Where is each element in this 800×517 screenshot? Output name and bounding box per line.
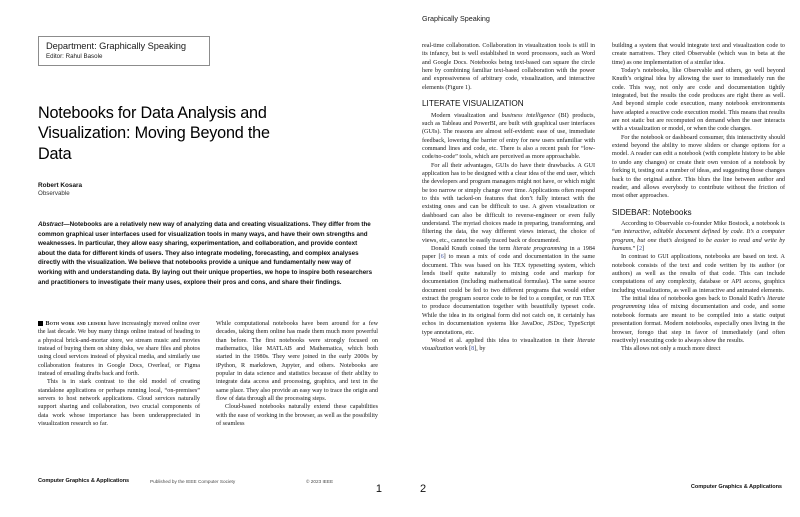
section-heading-literate-visualization: LITERATE VISUALIZATION: [422, 99, 524, 109]
department-box: [38, 36, 210, 66]
emphasis: literate visualization: [422, 337, 595, 353]
paragraph: For all their advantages, GUIs do have their drawbacks. A GUI application has to be designed with a clear idea of the end user, which the developers and program managers might not have, or which might be too narrow or simply change over time. Applications often respond to this with tacked-on features that don’t fully interact with the existing ones and can be difficult to use. A given visualization or dashboard can also be difficult to reverse-engineer or even fully understand. The myriad choices made in preparing, transforming, and filtering the data, the way different views interact, the choice of views, etc., cannot be easily traced back or documented.: [422, 162, 595, 244]
emphasis: literate programming: [612, 296, 785, 311]
tex-logo-subscript: E: [586, 296, 591, 303]
text-run: X to produce documentation together with beautifully typeset code. While the idea in its original form did not catch on, it certainly has echos in documentation systems like JavaDoc, JSDoc, TypeScript type annotations, etc.: [422, 296, 595, 336]
paragraph: real-time collaboration. Collaboration in visualization tools is still in its infancy, but is well established in word processors, such as Word and Google Docs. Notebooks being text-based can square the circle here by combining familiar text-based collaboration with the power and expressiveness of arbitrary code, visualization, and interactive elements (Figure 1).: [422, 43, 595, 91]
author-block: [38, 182, 278, 198]
emphasis: literate programming: [513, 246, 568, 253]
page-2: [400, 0, 800, 517]
page-number: 1: [375, 483, 382, 495]
paragraph: For the notebook or dashboard consumer, this interactivity should extend beyond the ability to move sliders or change options for a model. A reader can edit a notebook (with complete history to be able to undo any changes) or create their own version of a notebook by forking it, testing out a number of ideas, and suggesting those changes back to the original author. This blurs the line between author and reader, and allows everybody to contribute without the friction of most other approaches.: [612, 134, 785, 200]
text-run: ” [: [632, 246, 639, 253]
footer-journal-name: Computer Graphics & Applications: [38, 478, 130, 484]
text-run: X typesetting system, which lends itself quite naturally to mixing code and markup for documentation (including mathematical formulas). The same source document could be fed to two different programs that would either extract the program source code to be fed to a compiler, or run T: [422, 262, 595, 303]
emphasis-quote: an interactive, editable document defined by code. It’s a computer program, but one that’s designed to be easier to read and write by humans.: [612, 229, 785, 253]
department-title: Department: Graphically Speaking: [46, 41, 186, 51]
square-bullet-icon: [38, 321, 43, 326]
text-run: Wood et al. applied this idea to visualization in their: [431, 337, 578, 344]
text-run: (BI) products, such as Tableau and PowerBI, are built with graphical user interfaces (GUIs). The reasons are almost self-evident: ease of use, immediate feedback, lowering the barrier of entry for new users unfamiliar with command lines and code, etc. There is also a recent push for “low-code/no-code” tools, which are perceived as more approachable.: [422, 112, 596, 161]
text-run: The initial idea of notebooks goes back to Donald Kuth’s: [621, 296, 768, 303]
paragraph: Today’s notebooks, like Observable and others, go well beyond Knuth’s original idea by allowing the user to immediately run the code. This way, not only are code and documentation tightly integrated, but the results the code produces are right there as well. And beyond simple code execution, many notebook environments have adapted a reactive code execution model. This means that results are not static but are recomputed on demand when the user interacts with a visualization or model, or when the code changes.: [612, 68, 785, 133]
footer-journal-name: Computer Graphics & Applications: [690, 484, 782, 490]
page-1-columns: [38, 320, 378, 460]
page-2-column-right: [612, 42, 785, 454]
citation-reference[interactable]: 6: [440, 254, 444, 261]
abstract: [38, 220, 375, 287]
footer-publisher: Published by the IEEE Computer Society: [150, 478, 236, 484]
section-heading-sidebar-notebooks: SIDEBAR: Notebooks: [612, 207, 692, 217]
page-2-columns: [422, 42, 785, 454]
text-run: in a 1984 paper [: [422, 246, 595, 261]
page-1-column-left: [38, 320, 200, 460]
text-run: idea of mixing documentation and code, and some notebook formats are meant to be compiled into a static output presentation format. Modern notebooks, especially ones living in the browser, forego that step in favor of immediately (and often reactively) executing code to always show the results.: [612, 304, 785, 344]
page-1-footer: [38, 478, 378, 490]
citation-reference[interactable]: 2: [638, 246, 643, 253]
department-editor: Editor: Rahul Basole: [46, 53, 103, 60]
page-title: Notebooks for Data Analysis and Visualization: Moving Beyond the Data: [38, 103, 270, 163]
running-head: Graphically Speaking: [422, 14, 490, 23]
paragraph: This is in stark contrast to the old model of creating standalone applications or perhaps running local, “on-premises” servers to host network applications. Cloud services naturally support sharing and collaboration, two crucial components of data work whose importance has been underappreciated in visualization research so far.: [38, 379, 200, 428]
paragraph: [422, 245, 595, 337]
text-run: ]: [642, 246, 645, 253]
abstract-text: Notebooks are a relatively new way of analyzing data and creating visualizations. They differ from the common graphical user interfaces used for visualization tools in many ways, and have their own strengths and weaknesses. In particular, they allow easy sharing, experimentation, and collaboration, and provide context about the data for different kinds of users. They also integrate modeling, forecasting, and complex analyses directly with the visualization. We believe that notebooks provide a unique and fundamentally new way of working with and understanding data. By laying out their unique properties, we hope to inspire both researchers and practitioners to investigate their many uses, explore their pros and cons, and share their findings.: [38, 221, 373, 286]
paragraph: [38, 320, 200, 378]
tex-logo-subscript: E: [517, 262, 521, 269]
text-run: work [: [453, 346, 472, 353]
text-run: Donald Knuth coined the term: [431, 246, 514, 253]
emphasis: business intelligence: [501, 112, 555, 119]
text-run: Modern visualization and: [431, 112, 502, 119]
paragraph-text: have increasingly moved online over the last decade. We buy many things online instead of heading to a physical brick-and-mortar store, we stream music and movies instead of buying them on shiny disks, we share files and photos using cloud services instead of physical media, and similarly use collaboration features in Google Docs, Overleaf, or Figma instead of emailing drafts back and forth.: [38, 321, 200, 378]
lead-small-caps: Both work and leisure: [45, 321, 107, 327]
abstract-lead: Abstract—: [38, 221, 70, 228]
citation-reference[interactable]: 8: [471, 346, 475, 353]
author-name: Robert Kosara: [38, 182, 83, 189]
page-1-column-right: [216, 320, 378, 460]
paragraph: [422, 337, 595, 354]
text-run: According to Observable co-founder Mike Bostock, a notebook is “: [612, 221, 785, 236]
paragraph: [612, 220, 785, 253]
paragraph: This allows not only a much more direct: [621, 346, 721, 353]
paragraph: [612, 295, 785, 345]
paragraph: Cloud-based notebooks naturally extend these capabilities with the ease of working in the browser, as well as the possibility of seamless: [216, 404, 378, 428]
paragraph: building a system that would integrate text and visualization code to create narratives. They cited Observable (which was in beta at the time) as one implementation of a similar idea.: [612, 43, 785, 66]
paragraph: [422, 112, 595, 162]
page-2-column-left: [422, 42, 595, 454]
paragraph: In contrast to GUI applications, notebooks are based on text. A notebook consists of the text and code written by its author (or authors) as well as the results of that code. This can include computations of any complexity, database or API access, graphics including visualizations, as well as interactive and animated elements.: [612, 254, 785, 294]
paragraph: While computational notebooks have been around for a few decades, taking them online has made them much more powerful than before. The first notebooks were strongly focused on mathematics, like MATLAB and Mathematica, which both started in the 1980s. They were joined in the early 2000s by iPython, R markdown, Jupyter, and others. Notebooks are popular in data science and statistics because of their ability to integrate data access and processing, graphics, and text in the same place. They also provide an easy way to trace the origin and flow of data through all the processing steps.: [216, 321, 378, 403]
text-run: ] to mean a mix of code and documentation in the same document. This was based on his T: [422, 254, 595, 269]
footer-copyright: © 2023 IEEE: [306, 478, 334, 484]
text-run: ], by: [474, 346, 486, 353]
author-affiliation: Observable: [38, 190, 70, 197]
page-number: 2: [420, 483, 427, 495]
